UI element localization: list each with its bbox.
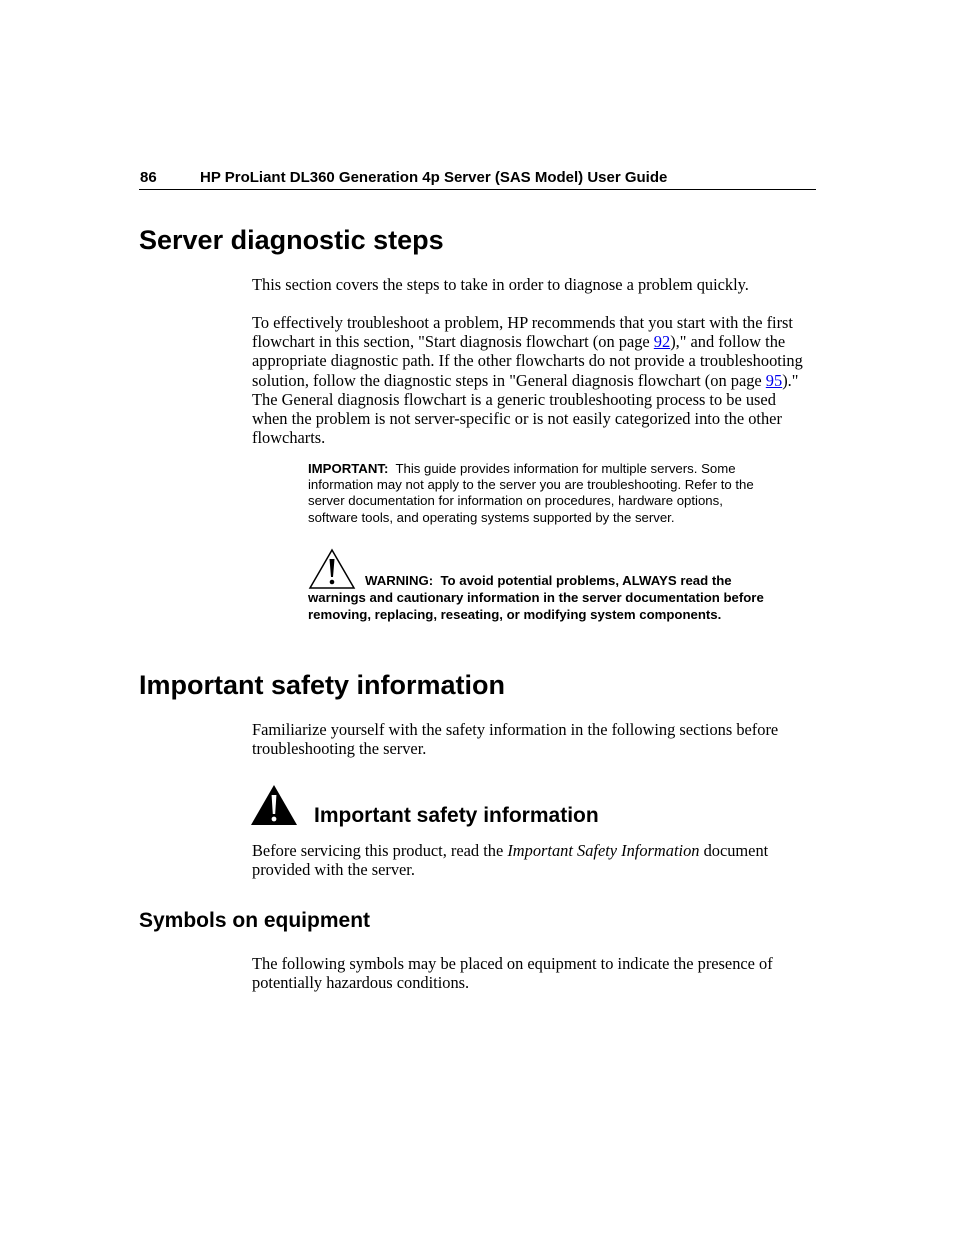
- warning-label: WARNING:: [365, 573, 434, 588]
- page-95-link[interactable]: 95: [765, 370, 783, 390]
- diagnostic-procedure-paragraph: [252, 313, 812, 447]
- important-note: [308, 461, 770, 526]
- heading-server-diagnostic-steps: Server diagnostic steps: [139, 225, 444, 255]
- subheading-important-safety-information: Important safety information: [314, 804, 599, 827]
- running-header: [139, 168, 816, 190]
- paragraph-text: )," and follow the appropriate diagnostic path. If the other flowcharts do not provide a troubleshooting solution, follow the diagnostic steps in "General diagnosis flowchart (on page: [252, 332, 803, 390]
- diagnostic-intro-paragraph: This section covers the steps to take in order to diagnose a problem quickly.: [252, 275, 749, 294]
- warning-note: [308, 548, 778, 623]
- paragraph-text: )." The General diagnosis flowchart is a generic troubleshooting process to be used when the problem is not server-specific or is not easily categorized into the other flowcharts.: [252, 370, 799, 448]
- safety-subheading-block: [250, 784, 810, 830]
- symbols-paragraph: The following symbols may be placed on equipment to indicate the presence of potentially hazardous conditions.: [252, 954, 773, 993]
- safety-intro-paragraph: Familiarize yourself with the safety information in the following sections before troubleshooting the server.: [252, 720, 779, 759]
- important-label: IMPORTANT:: [308, 461, 389, 476]
- heading-important-safety-information: Important safety information: [139, 670, 506, 700]
- paragraph-text: document provided with the server.: [252, 841, 769, 880]
- safety-reference-paragraph: [252, 841, 812, 879]
- document-title: HP ProLiant DL360 Generation 4p Server (SAS Model) User Guide: [200, 169, 668, 186]
- page-92-link[interactable]: 92: [653, 332, 671, 352]
- paragraph-text: To effectively troubleshoot a problem, HP recommends that you start with the first flowchart in this section, "Start diagnosis flowchart (on page: [252, 313, 793, 352]
- warning-text-block: [308, 572, 778, 623]
- hazard-warning-icon: [250, 784, 298, 826]
- document-reference: Important Safety Information: [507, 841, 700, 860]
- page-number: 86: [140, 169, 157, 186]
- heading-symbols-on-equipment: Symbols on equipment: [139, 909, 371, 932]
- paragraph-text: Before servicing this product, read the: [252, 841, 508, 860]
- important-text: This guide provides information for multiple servers. Some information may not apply to the server you are troubleshooting. Refer to the server documentation for information on procedures, hardware options, software tools, and operating systems supported by the server.: [308, 461, 754, 525]
- warning-text: To avoid potential problems, ALWAYS read the warnings and cautionary information in the server documentation before removing, replacing, reseating, or modifying system components.: [308, 573, 764, 622]
